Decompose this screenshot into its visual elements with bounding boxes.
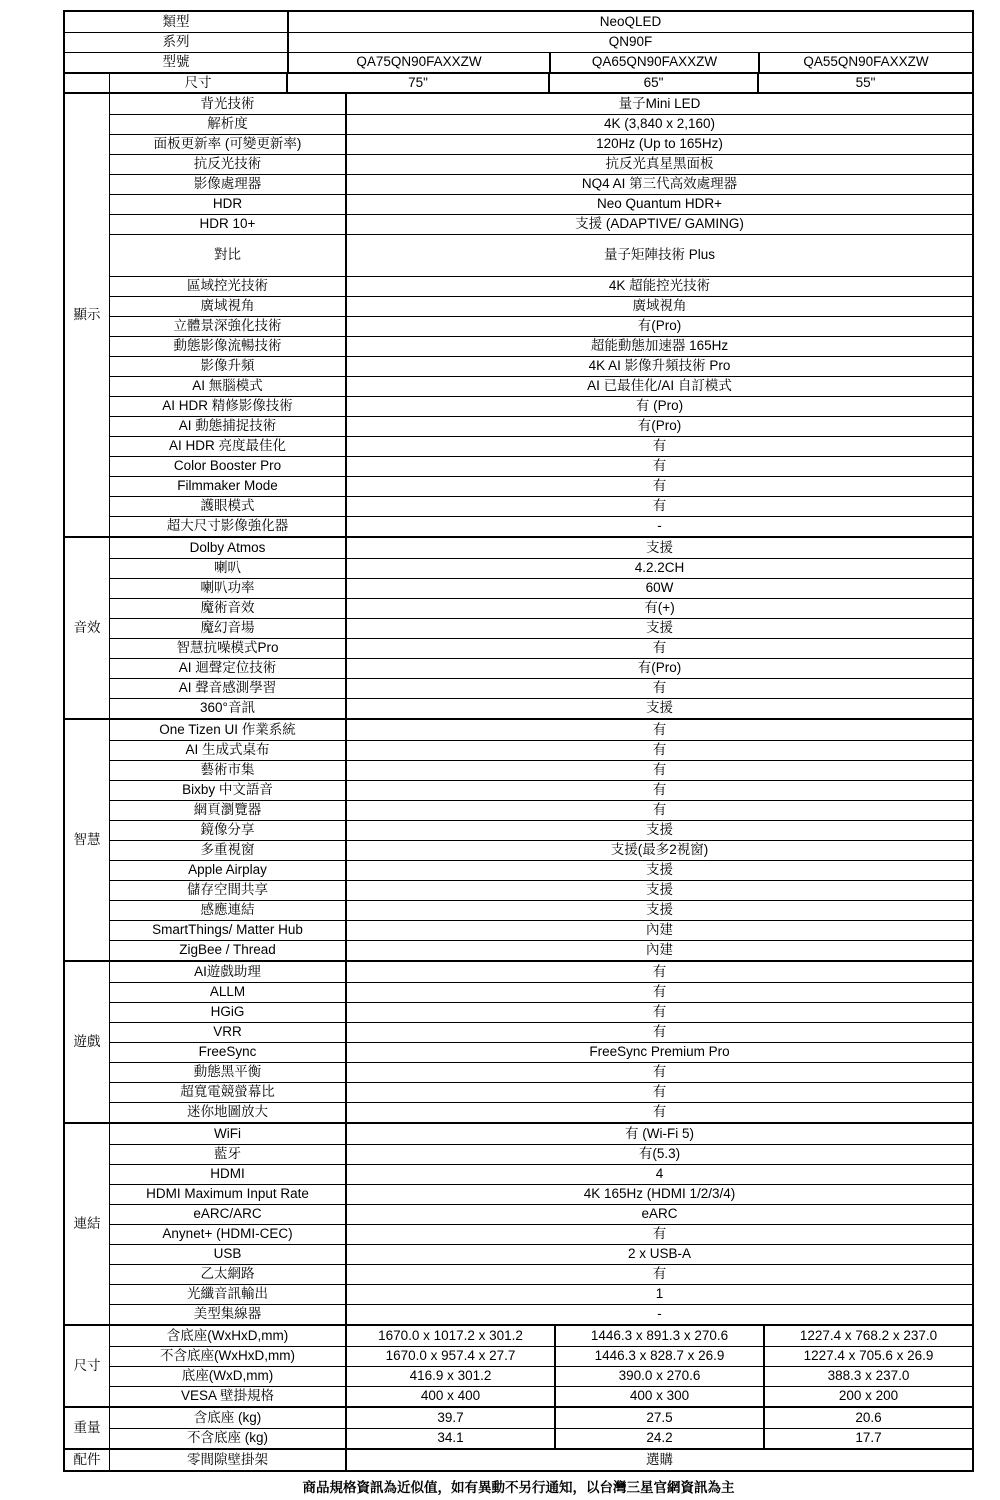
spec-row (110, 316, 972, 336)
spec-name: HDR 10+ (110, 215, 347, 234)
spec-name: 廣域視角 (110, 297, 347, 316)
spec-value: 4K AI 影像升頻技術 Pro (588, 358, 731, 374)
spec-name: AI遊戲助理 (110, 962, 347, 982)
section (65, 1406, 972, 1448)
spec-name: VRR (110, 1023, 347, 1042)
spec-row (110, 94, 972, 114)
spec-value: Neo Quantum HDR+ (597, 196, 722, 212)
spec-name: 含底座(WxHxD,mm) (110, 1326, 347, 1346)
spec-value: 量子Mini LED (618, 95, 701, 111)
spec-value: 4K (3,840 x 2,160) (603, 116, 716, 132)
spec-name: AI 生成式桌布 (110, 741, 347, 760)
spec-name: 對比 (110, 235, 347, 276)
spec-row (110, 1204, 972, 1224)
section-label: 顯示 (65, 94, 110, 536)
spec-name: 藝術市集 (110, 761, 347, 780)
spec-col-value: 200 x 200 (763, 1387, 972, 1406)
spec-value: 有 (652, 1226, 667, 1242)
spec-row (110, 1102, 972, 1122)
spec-name: 360°音訊 (110, 699, 347, 718)
spec-row (110, 982, 972, 1002)
section-label: 遊戲 (65, 962, 110, 1122)
section-rows (110, 962, 972, 1122)
spec-col-value: 20.6 (763, 1408, 972, 1428)
spec-row (110, 1326, 972, 1346)
spec-row (110, 698, 972, 718)
spec-name: 背光技術 (110, 94, 347, 114)
spec-value: FreeSync Premium Pro (589, 1044, 730, 1060)
spec-row (110, 962, 972, 982)
spec-value: 有 (Wi-Fi 5) (625, 1125, 694, 1141)
spec-value: eARC (641, 1206, 678, 1222)
spec-name: 區域控光技術 (110, 277, 347, 296)
spec-value: 1 (655, 1286, 664, 1302)
spec-value: - (657, 518, 662, 534)
spec-value: 有 (652, 1004, 667, 1020)
spec-col-value: 1227.4 x 768.2 x 237.0 (763, 1326, 972, 1346)
spec-name: 鏡像分享 (110, 821, 347, 840)
spec-value: 有 (652, 478, 667, 494)
spec-name: 藍牙 (110, 1145, 347, 1164)
spec-row (110, 678, 972, 698)
spec-value: 有 (652, 680, 667, 696)
spec-name: 立體景深強化技術 (110, 317, 347, 336)
spec-row (110, 880, 972, 900)
spec-col-value: 416.9 x 301.2 (409, 1368, 492, 1384)
footer-disclaimer: 商品規格資訊為近似值，如有異動不另行通知，以台灣三星官網資訊為主 (302, 1480, 735, 1495)
spec-name: 喇叭功率 (110, 579, 347, 598)
spec-row (110, 658, 972, 678)
spec-value: 有 (652, 1266, 667, 1282)
spec-name: Filmmaker Mode (110, 477, 347, 496)
spec-row (110, 578, 972, 598)
spec-value: NeoQLED (599, 13, 662, 29)
spec-row (110, 1264, 972, 1284)
spec-row (110, 920, 972, 940)
spec-value: 有(Pro) (637, 418, 682, 434)
spec-row (110, 114, 972, 134)
spec-row (110, 1082, 972, 1102)
spec-col-value: 17.7 (763, 1429, 972, 1448)
section (65, 1324, 972, 1406)
section-spacer (65, 74, 110, 92)
spec-row (110, 638, 972, 658)
spec-name: 乙太網路 (110, 1265, 347, 1284)
spec-row (110, 820, 972, 840)
spec-col-value: 34.1 (437, 1430, 464, 1446)
spec-name: Dolby Atmos (110, 538, 347, 558)
spec-row (110, 1346, 972, 1366)
spec-col-value: 1670.0 x 1017.2 x 301.2 (378, 1327, 523, 1343)
spec-name: Apple Airplay (110, 861, 347, 880)
spec-name: 儲存空間共享 (110, 881, 347, 900)
model-column-value: QA75QN90FAXXZW (289, 53, 551, 72)
section-rows (110, 1124, 972, 1324)
spec-name: AI 無腦模式 (110, 377, 347, 396)
spec-row (110, 558, 972, 578)
spec-name: 底座(WxD,mm) (110, 1367, 347, 1386)
section-label: 音效 (65, 538, 110, 718)
spec-col-value: 400 x 300 (554, 1387, 763, 1406)
spec-name: WiFi (110, 1124, 347, 1144)
spec-value: 4 (655, 1166, 664, 1182)
spec-value: 內建 (646, 922, 673, 938)
spec-col-value: 27.5 (554, 1408, 763, 1428)
spec-col-value: 1446.3 x 828.7 x 26.9 (554, 1347, 763, 1366)
spec-row (110, 174, 972, 194)
model-column-value: 55" (855, 74, 876, 90)
spec-name: 抗反光技術 (110, 155, 347, 174)
spec-value: 有 (652, 721, 667, 737)
spec-row (110, 276, 972, 296)
spec-name: HDMI Maximum Input Rate (110, 1185, 347, 1204)
spec-col-value: 1446.3 x 891.3 x 270.6 (554, 1326, 763, 1346)
spec-name: 不含底座(WxHxD,mm) (110, 1347, 347, 1366)
spec-value: 超能動態加速器 165Hz (590, 338, 729, 354)
spec-row (110, 476, 972, 496)
spec-value: 支援 (ADAPTIVE/ GAMING) (575, 216, 744, 232)
model-column-value: QA65QN90FAXXZW (551, 53, 760, 72)
spec-name: 系列 (65, 33, 289, 52)
spec-value: 有 (652, 1024, 667, 1040)
spec-name: Anynet+ (HDMI-CEC) (110, 1225, 347, 1244)
spec-name: 喇叭 (110, 559, 347, 578)
section-rows (110, 1450, 972, 1470)
section (65, 718, 972, 960)
spec-row (110, 1244, 972, 1264)
spec-value: 有 (652, 802, 667, 818)
spec-name: USB (110, 1245, 347, 1264)
spec-value: 60W (645, 580, 674, 596)
spec-row (110, 1386, 972, 1406)
spec-row (110, 456, 972, 476)
spec-name: ZigBee / Thread (110, 941, 347, 960)
spec-row (110, 1002, 972, 1022)
spec-row (110, 740, 972, 760)
spec-value: 有 (652, 1084, 667, 1100)
model-column-value: QA55QN90FAXXZW (803, 54, 929, 70)
spec-row (110, 436, 972, 456)
spec-value: 抗反光真星黑面板 (605, 156, 714, 172)
spec-row (110, 356, 972, 376)
spec-name: 含底座 (kg) (110, 1408, 347, 1428)
spec-row (110, 1304, 972, 1324)
spec-row (110, 840, 972, 860)
spec-value: 支援 (646, 882, 673, 898)
spec-row (110, 800, 972, 820)
spec-name: 不含底座 (kg) (110, 1429, 347, 1448)
spec-name: 零間隙壁掛架 (110, 1450, 347, 1470)
spec-value: 有 (652, 963, 667, 979)
section (65, 1122, 972, 1324)
spec-value: - (657, 1306, 662, 1322)
spec-value: 120Hz (Up to 165Hz) (596, 136, 723, 152)
section-rows (110, 94, 972, 536)
spec-name: SmartThings/ Matter Hub (110, 921, 347, 940)
spec-name: 影像升頻 (110, 357, 347, 376)
spec-row (110, 1366, 972, 1386)
spec-value: 有 (652, 438, 667, 454)
spec-row (110, 780, 972, 800)
spec-row (110, 1062, 972, 1082)
spec-row (110, 1042, 972, 1062)
spec-value: 有(Pro) (637, 660, 682, 676)
spec-row (110, 1144, 972, 1164)
spec-row (110, 618, 972, 638)
spec-col-value: 39.7 (437, 1409, 464, 1425)
spec-value: 有 (652, 1064, 667, 1080)
spec-row (65, 32, 972, 52)
spec-name: AI HDR 亮度最佳化 (110, 437, 347, 456)
spec-value: 支援 (646, 902, 673, 918)
section-label: 智慧 (65, 720, 110, 960)
spec-value: 有 (652, 498, 667, 514)
spec-row (110, 1284, 972, 1304)
spec-name: 魔幻音場 (110, 619, 347, 638)
spec-row (110, 336, 972, 356)
spec-name: 超大尺寸影像強化器 (110, 517, 347, 536)
spec-value: 支援 (646, 862, 673, 878)
spec-row (110, 538, 972, 558)
spec-value: 4K 超能控光技術 (608, 278, 711, 294)
spec-row (110, 376, 972, 396)
spec-name: 類型 (65, 12, 289, 32)
spec-row (110, 516, 972, 536)
spec-row (110, 940, 972, 960)
spec-name: eARC/ARC (110, 1205, 347, 1224)
spec-row (65, 12, 972, 32)
spec-name: AI 聲音感測學習 (110, 679, 347, 698)
spec-name: 動態影像流暢技術 (110, 337, 347, 356)
section-rows (110, 538, 972, 718)
spec-value: 有(Pro) (637, 318, 682, 334)
spec-name: 超寬電競螢幕比 (110, 1083, 347, 1102)
spec-value: AI 已最佳化/AI 自訂模式 (587, 378, 732, 394)
spec-value: 支援 (646, 539, 673, 555)
spec-name: 魔術音效 (110, 599, 347, 618)
spec-name: 動態黑平衡 (110, 1063, 347, 1082)
spec-value: QN90F (608, 34, 653, 50)
spec-row (110, 194, 972, 214)
spec-value: 量子矩陣技術 Plus (603, 247, 715, 263)
spec-name: ALLM (110, 983, 347, 1002)
spec-row (110, 720, 972, 740)
spec-name: 解析度 (110, 115, 347, 134)
spec-row (110, 234, 972, 276)
spec-value: 4.2.2CH (634, 560, 685, 576)
spec-value: 4K 165Hz (HDMI 1/2/3/4) (583, 1186, 736, 1202)
section-label: 重量 (65, 1408, 110, 1448)
spec-col-value: 1227.4 x 705.6 x 26.9 (763, 1347, 972, 1366)
spec-row (110, 760, 972, 780)
spec-row (110, 214, 972, 234)
spec-name: One Tizen UI 作業系統 (110, 720, 347, 740)
model-column-value: 75" (288, 74, 550, 92)
section-rows (110, 1408, 972, 1448)
section (65, 1448, 972, 1470)
spec-name: 光纖音訊輸出 (110, 1285, 347, 1304)
spec-name: Color Booster Pro (110, 457, 347, 476)
spec-row (110, 296, 972, 316)
spec-name: 感應連結 (110, 901, 347, 920)
spec-row (110, 900, 972, 920)
spec-row (110, 154, 972, 174)
spec-row (110, 134, 972, 154)
spec-row (65, 52, 972, 72)
spec-value: 內建 (646, 942, 673, 958)
spec-name: 網頁瀏覽器 (110, 801, 347, 820)
spec-value: 支援 (646, 822, 673, 838)
spec-value: 廣域視角 (632, 298, 687, 314)
spec-value: 有 (652, 640, 667, 656)
spec-col-value: 1670.0 x 957.4 x 27.7 (385, 1348, 516, 1364)
spec-row (110, 1224, 972, 1244)
spec-value: 選購 (646, 1451, 673, 1467)
spec-col-value: 400 x 400 (420, 1388, 481, 1404)
spec-row (110, 1450, 972, 1470)
spec-value: 有 (652, 1104, 667, 1120)
spec-name: 尺寸 (110, 74, 288, 92)
spec-name: 美型集線器 (110, 1305, 347, 1324)
spec-name: HDMI (110, 1165, 347, 1184)
section-label: 尺寸 (65, 1326, 110, 1406)
spec-row (110, 1408, 972, 1428)
spec-row (110, 598, 972, 618)
spec-value: 有 (652, 742, 667, 758)
section (65, 536, 972, 718)
spec-name: HGiG (110, 1003, 347, 1022)
spec-name: 護眼模式 (110, 497, 347, 516)
spec-value: 2 x USB-A (627, 1246, 692, 1262)
spec-name: HDR (110, 195, 347, 214)
spec-name: 型號 (65, 53, 289, 72)
spec-value: 支援(最多2視窗) (610, 842, 709, 858)
spec-row (110, 1428, 972, 1448)
spec-name: 智慧抗噪模式Pro (110, 639, 347, 658)
spec-name: VESA 壁掛規格 (110, 1387, 347, 1406)
spec-name: AI 迴聲定位技術 (110, 659, 347, 678)
spec-row (110, 860, 972, 880)
spec-row (110, 1022, 972, 1042)
spec-row (65, 72, 972, 92)
section (65, 92, 972, 536)
spec-row (110, 1164, 972, 1184)
spec-name: 面板更新率 (可變更新率) (110, 135, 347, 154)
spec-value: 有 (652, 762, 667, 778)
spec-col-value: 388.3 x 237.0 (763, 1367, 972, 1386)
spec-name: 多重視窗 (110, 841, 347, 860)
spec-table (63, 10, 974, 1472)
spec-name: AI 動態捕捉技術 (110, 417, 347, 436)
spec-col-value: 24.2 (554, 1429, 763, 1448)
spec-row (110, 496, 972, 516)
spec-name: 迷你地圖放大 (110, 1103, 347, 1122)
spec-row (110, 416, 972, 436)
model-column-value: 65" (550, 74, 759, 92)
spec-row (110, 396, 972, 416)
spec-value: 有 (652, 458, 667, 474)
spec-value: NQ4 AI 第三代高效處理器 (581, 176, 738, 192)
spec-value: 有 (652, 984, 667, 1000)
section-label: 連結 (65, 1124, 110, 1324)
spec-name: AI HDR 精修影像技術 (110, 397, 347, 416)
spec-value: 支援 (646, 620, 673, 636)
spec-name: FreeSync (110, 1043, 347, 1062)
spec-col-value: 390.0 x 270.6 (554, 1367, 763, 1386)
spec-value: 有(5.3) (638, 1146, 681, 1162)
spec-row (110, 1184, 972, 1204)
spec-name: 影像處理器 (110, 175, 347, 194)
spec-value: 有(+) (644, 600, 675, 616)
section (65, 960, 972, 1122)
spec-value: 有 (Pro) (635, 398, 684, 414)
section-rows (110, 720, 972, 960)
spec-value: 支援 (646, 700, 673, 716)
spec-row (110, 1124, 972, 1144)
section-label: 配件 (65, 1450, 110, 1470)
spec-value: 有 (652, 782, 667, 798)
spec-name: Bixby 中文語音 (110, 781, 347, 800)
section-rows (110, 1326, 972, 1406)
